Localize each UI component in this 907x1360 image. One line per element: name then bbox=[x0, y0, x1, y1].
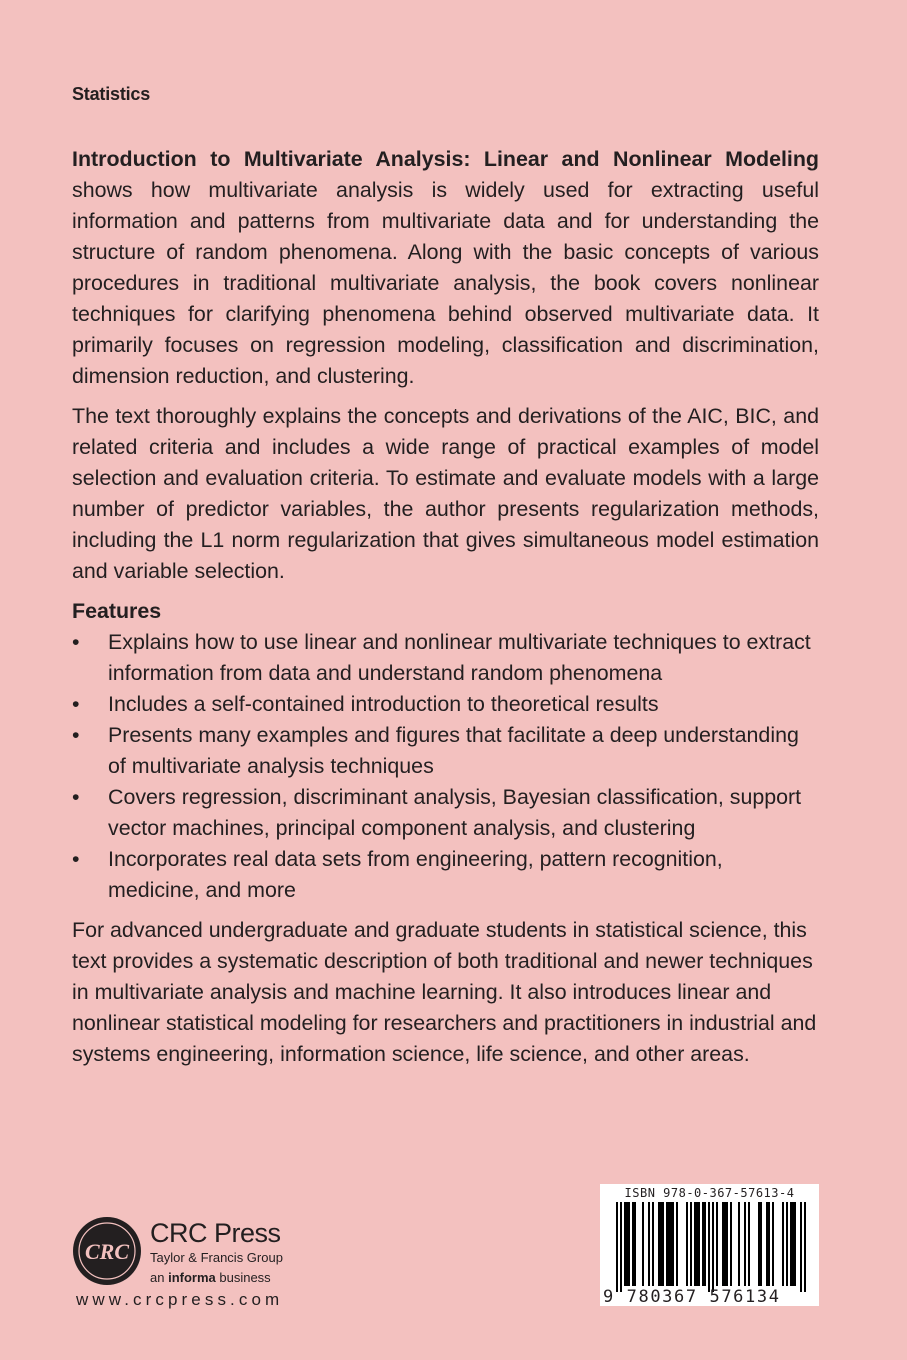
features-heading: Features bbox=[72, 599, 162, 623]
barcode-bar bbox=[760, 1202, 762, 1286]
barcode-bar bbox=[652, 1202, 654, 1286]
barcode-bar bbox=[628, 1202, 630, 1286]
barcode-bar bbox=[694, 1202, 696, 1286]
barcode-bar bbox=[686, 1202, 688, 1286]
feature-text: Explains how to use linear and nonlinear multivariate techniques to extract information from data and understand random phenomena bbox=[108, 630, 811, 685]
category-label: Statistics bbox=[72, 84, 151, 104]
barcode-bar bbox=[758, 1202, 760, 1286]
feature-text: Includes a self-contained introduction to theoretical results bbox=[108, 692, 659, 716]
barcode-bar bbox=[790, 1202, 792, 1286]
publisher-group: Taylor & Francis Group bbox=[150, 1250, 283, 1265]
barcode-bar bbox=[660, 1202, 662, 1286]
publisher-block bbox=[72, 1216, 312, 1316]
barcode-bar bbox=[744, 1202, 746, 1286]
barcode-bar bbox=[768, 1202, 770, 1286]
book-title: Introduction to Multivariate Analysis: Linear and Nonlinear Modeling bbox=[72, 147, 819, 171]
barcode-bar bbox=[782, 1202, 784, 1286]
feature-item bbox=[72, 782, 819, 844]
feature-text: Covers regression, discriminant analysis, Bayesian classification, support vector machines, principal component analysis, and clustering bbox=[108, 785, 802, 840]
barcode-bar bbox=[724, 1202, 726, 1286]
publisher-name: CRC Press bbox=[150, 1218, 281, 1248]
barcode-bar bbox=[748, 1202, 750, 1286]
barcode-bar bbox=[800, 1202, 802, 1292]
back-cover-description bbox=[72, 144, 819, 1079]
publisher-website: www.crcpress.com bbox=[76, 1290, 284, 1309]
barcode-bar bbox=[666, 1202, 668, 1286]
barcode-bar bbox=[804, 1202, 806, 1292]
feature-text: Incorporates real data sets from engineering, pattern recognition, medicine, and more bbox=[108, 847, 723, 902]
crc-logo-text: CRC bbox=[84, 1239, 130, 1264]
barcode-bar bbox=[738, 1202, 740, 1286]
barcode-bar bbox=[690, 1202, 692, 1286]
barcode-bar bbox=[658, 1202, 660, 1286]
audience-paragraph: For advanced undergraduate and graduate students in statistical science, this text provides a systematic description of both traditional and newer techniques in multivariate analysis and machine learning. It also introduces linear and nonlinear statistical modeling for researchers and practitioners in industrial and systems engineering, information science, life science, and other areas. bbox=[72, 918, 817, 1066]
bullet-icon: • bbox=[72, 847, 80, 871]
barcode-bar bbox=[676, 1202, 678, 1286]
barcode-bar bbox=[712, 1202, 714, 1292]
feature-item bbox=[72, 720, 819, 782]
barcode-bar bbox=[716, 1202, 718, 1286]
barcode-bar bbox=[766, 1202, 768, 1286]
bullet-icon: • bbox=[72, 692, 80, 716]
criteria-paragraph: The text thoroughly explains the concepts and derivations of the AIC, BIC, and related criteria and includes a wide range of practical examples of model selection and evaluation criteria. To estimate and evaluate models with a large number of predictor variables, the author presents regularization methods, including the L1 norm regularization that gives simultaneous model estimation and variable selection. bbox=[72, 404, 819, 583]
feature-item bbox=[72, 844, 819, 906]
barcode-bar bbox=[696, 1202, 698, 1286]
barcode-bar bbox=[704, 1202, 706, 1286]
bullet-icon: • bbox=[72, 630, 80, 654]
barcode-bar bbox=[726, 1202, 728, 1286]
barcode-bar bbox=[632, 1202, 634, 1286]
barcode-bar bbox=[616, 1202, 618, 1292]
barcode-bar bbox=[642, 1202, 644, 1286]
barcode-bar bbox=[626, 1202, 628, 1286]
barcode-bar bbox=[670, 1202, 672, 1286]
informa-line: an informa business bbox=[150, 1270, 271, 1285]
barcode-bar bbox=[624, 1202, 626, 1286]
barcode-bar bbox=[662, 1202, 664, 1286]
barcode-bar bbox=[634, 1202, 636, 1286]
barcode-bar bbox=[698, 1202, 700, 1286]
barcode-digits: 9 780367 576134 bbox=[603, 1287, 781, 1307]
barcode-bar bbox=[794, 1202, 796, 1286]
barcode-bar bbox=[730, 1202, 732, 1286]
intro-paragraph bbox=[72, 144, 819, 392]
barcode-bar bbox=[792, 1202, 794, 1286]
bullet-icon: • bbox=[72, 723, 80, 747]
feature-item bbox=[72, 627, 819, 689]
barcode-bar bbox=[772, 1202, 774, 1286]
barcode-bar bbox=[722, 1202, 724, 1286]
barcode-bar bbox=[702, 1202, 704, 1286]
intro-paragraph-text: shows how multivariate analysis is widely used for extracting useful information and patterns from multivariate data and for understanding the structure of random phenomena. Along with the basic concepts of various procedures in traditional multivariate analysis, the book covers nonlinear techniques for clarifying phenomena behind observed multivariate data. It primarily focuses on regression modeling, classification and discrimination, dimension reduction, and clustering. bbox=[72, 178, 819, 388]
barcode-bar bbox=[668, 1202, 670, 1286]
isbn-label: ISBN 978-0-367-57613-4 bbox=[624, 1186, 795, 1200]
bullet-icon: • bbox=[72, 785, 80, 809]
barcode-bar bbox=[648, 1202, 650, 1286]
barcode-bar bbox=[620, 1202, 622, 1292]
feature-item bbox=[72, 689, 819, 720]
barcode-bar bbox=[672, 1202, 674, 1286]
barcode-bar bbox=[708, 1202, 710, 1292]
features-list bbox=[72, 627, 819, 906]
crc-logo-icon bbox=[72, 1216, 142, 1286]
isbn-barcode bbox=[600, 1184, 819, 1306]
feature-text: Presents many examples and figures that facilitate a deep understanding of multivariate analysis techniques bbox=[108, 723, 799, 778]
barcode-bar bbox=[786, 1202, 788, 1286]
